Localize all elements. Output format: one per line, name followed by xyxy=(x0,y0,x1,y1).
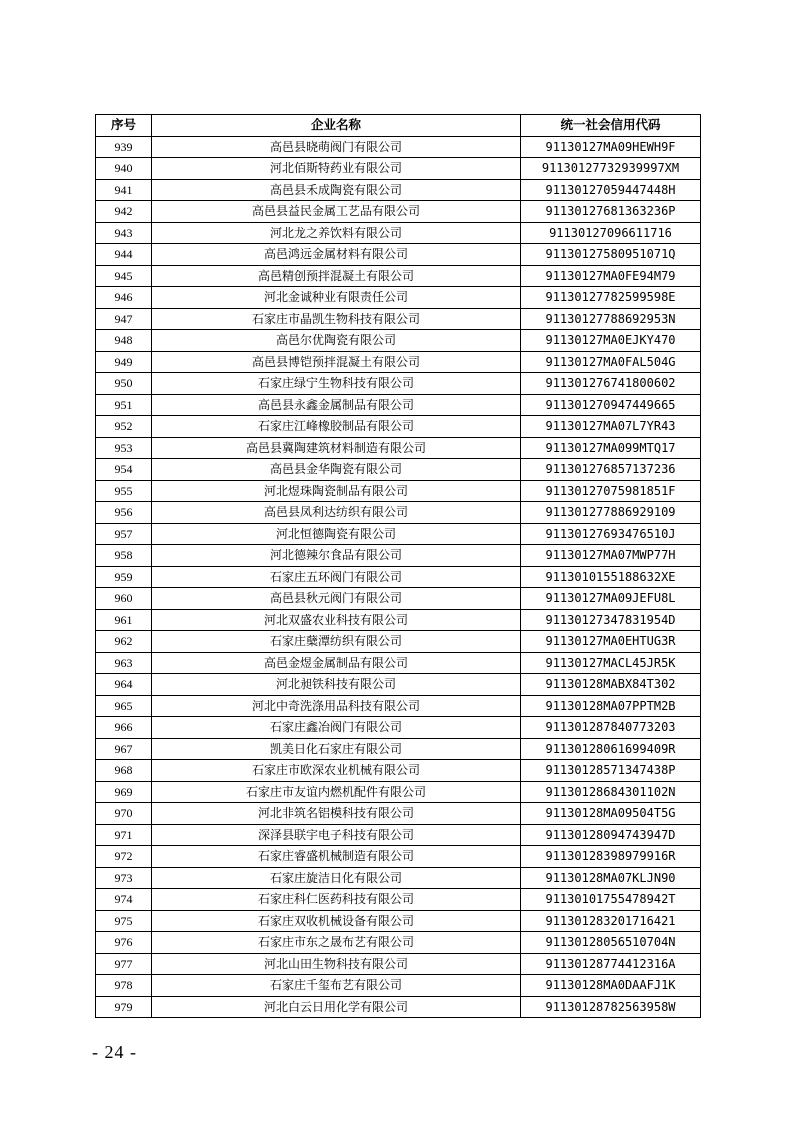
cell-enterprise-name: 河北恒德陶瓷有限公司 xyxy=(152,523,521,545)
cell-seq: 949 xyxy=(96,351,152,373)
cell-enterprise-name: 石家庄市欧深农业机械有限公司 xyxy=(152,760,521,782)
table-row xyxy=(96,781,701,803)
cell-seq: 979 xyxy=(96,996,152,1018)
cell-enterprise-name: 凯美日化石家庄有限公司 xyxy=(152,738,521,760)
cell-enterprise-name: 石家庄双收机械设备有限公司 xyxy=(152,910,521,932)
table-row xyxy=(96,351,701,373)
table-row xyxy=(96,265,701,287)
cell-credit-code: 91130127MA09JEFU8L xyxy=(521,588,701,610)
cell-enterprise-name: 高邑金煜金属制品有限公司 xyxy=(152,652,521,674)
cell-seq: 950 xyxy=(96,373,152,395)
table-row xyxy=(96,222,701,244)
table-row xyxy=(96,373,701,395)
table-row xyxy=(96,545,701,567)
cell-credit-code: 91130128MA07PPTM2B xyxy=(521,695,701,717)
cell-credit-code: 91130128MA0DAAFJ1K xyxy=(521,975,701,997)
cell-enterprise-name: 石家庄市友谊内燃机配件有限公司 xyxy=(152,781,521,803)
cell-enterprise-name: 河北煜珠陶瓷制品有限公司 xyxy=(152,480,521,502)
table-row xyxy=(96,136,701,158)
cell-seq: 970 xyxy=(96,803,152,825)
cell-seq: 939 xyxy=(96,136,152,158)
cell-enterprise-name: 高邑县凤利达纺织有限公司 xyxy=(152,502,521,524)
cell-credit-code: 91130127782599598E xyxy=(521,287,701,309)
cell-seq: 959 xyxy=(96,566,152,588)
cell-credit-code: 91130127MA0EJKY470 xyxy=(521,330,701,352)
cell-enterprise-name: 高邑县晓萌阀门有限公司 xyxy=(152,136,521,158)
header-seq: 序号 xyxy=(96,115,152,137)
cell-seq: 948 xyxy=(96,330,152,352)
enterprise-table xyxy=(95,114,701,1018)
table-row xyxy=(96,760,701,782)
cell-seq: 958 xyxy=(96,545,152,567)
cell-credit-code: 91130127MA07L7YR43 xyxy=(521,416,701,438)
table-row xyxy=(96,609,701,631)
table-row xyxy=(96,631,701,653)
header-credit-code: 统一社会信用代码 xyxy=(521,115,701,137)
cell-seq: 945 xyxy=(96,265,152,287)
cell-seq: 964 xyxy=(96,674,152,696)
cell-enterprise-name: 高邑县禾成陶瓷有限公司 xyxy=(152,179,521,201)
cell-enterprise-name: 石家庄科仁医药科技有限公司 xyxy=(152,889,521,911)
table-row xyxy=(96,330,701,352)
cell-credit-code: 91130127580951071Q xyxy=(521,244,701,266)
cell-enterprise-name: 高邑县益民金属工艺品有限公司 xyxy=(152,201,521,223)
cell-seq: 978 xyxy=(96,975,152,997)
cell-enterprise-name: 河北佰斯特药业有限公司 xyxy=(152,158,521,180)
cell-credit-code: 91130127MA0EHTUG3R xyxy=(521,631,701,653)
cell-seq: 975 xyxy=(96,910,152,932)
cell-seq: 973 xyxy=(96,867,152,889)
cell-seq: 976 xyxy=(96,932,152,954)
cell-enterprise-name: 石家庄市晶凯生物科技有限公司 xyxy=(152,308,521,330)
table-row xyxy=(96,480,701,502)
cell-credit-code: 91130128MABX84T302 xyxy=(521,674,701,696)
table-header-row xyxy=(96,115,701,137)
cell-enterprise-name: 河北德辣尔食品有限公司 xyxy=(152,545,521,567)
table-row xyxy=(96,695,701,717)
cell-seq: 977 xyxy=(96,953,152,975)
cell-enterprise-name: 高邑县博铠预拌混凝土有限公司 xyxy=(152,351,521,373)
cell-enterprise-name: 高邑尔优陶瓷有限公司 xyxy=(152,330,521,352)
cell-credit-code: 91130127788692953N xyxy=(521,308,701,330)
cell-credit-code: 91130127075981851F xyxy=(521,480,701,502)
table-row xyxy=(96,674,701,696)
cell-enterprise-name: 石家庄睿盛机械制造有限公司 xyxy=(152,846,521,868)
cell-seq: 951 xyxy=(96,394,152,416)
table-row xyxy=(96,179,701,201)
table-body xyxy=(96,136,701,1018)
cell-seq: 963 xyxy=(96,652,152,674)
cell-credit-code: 91130128684301102N xyxy=(521,781,701,803)
cell-credit-code: 91130127059447448H xyxy=(521,179,701,201)
cell-credit-code: 91130127681363236P xyxy=(521,201,701,223)
table-row xyxy=(96,953,701,975)
cell-credit-code: 91130127347831954D xyxy=(521,609,701,631)
cell-enterprise-name: 高邑县秋元阀门有限公司 xyxy=(152,588,521,610)
table-row xyxy=(96,932,701,954)
cell-enterprise-name: 石家庄旋洁日化有限公司 xyxy=(152,867,521,889)
table-row xyxy=(96,201,701,223)
cell-enterprise-name: 河北昶铁科技有限公司 xyxy=(152,674,521,696)
table-row xyxy=(96,394,701,416)
cell-enterprise-name: 河北白云日用化学有限公司 xyxy=(152,996,521,1018)
cell-enterprise-name: 河北双盛农业科技有限公司 xyxy=(152,609,521,631)
cell-seq: 960 xyxy=(96,588,152,610)
cell-enterprise-name: 石家庄千玺布艺有限公司 xyxy=(152,975,521,997)
cell-credit-code: 911301277886929109 xyxy=(521,502,701,524)
cell-credit-code: 91130128571347438P xyxy=(521,760,701,782)
cell-credit-code: 911301276857137236 xyxy=(521,459,701,481)
cell-enterprise-name: 河北龙之养饮料有限公司 xyxy=(152,222,521,244)
cell-seq: 961 xyxy=(96,609,152,631)
cell-seq: 974 xyxy=(96,889,152,911)
cell-enterprise-name: 石家庄市东之晟布艺有限公司 xyxy=(152,932,521,954)
cell-credit-code: 91130127MACL45JR5K xyxy=(521,652,701,674)
table-row xyxy=(96,566,701,588)
cell-seq: 955 xyxy=(96,480,152,502)
table-row xyxy=(96,244,701,266)
table-row xyxy=(96,910,701,932)
cell-credit-code: 91130128MA09504T5G xyxy=(521,803,701,825)
cell-credit-code: 91130127MA09HEWH9F xyxy=(521,136,701,158)
cell-seq: 956 xyxy=(96,502,152,524)
cell-enterprise-name: 河北山田生物科技有限公司 xyxy=(152,953,521,975)
cell-enterprise-name: 高邑鸿远金属材料有限公司 xyxy=(152,244,521,266)
table-row xyxy=(96,588,701,610)
cell-credit-code: 91130128056510704N xyxy=(521,932,701,954)
cell-seq: 942 xyxy=(96,201,152,223)
cell-credit-code: 91130127096611716 xyxy=(521,222,701,244)
cell-credit-code: 91130127MA0FE94M79 xyxy=(521,265,701,287)
table-row xyxy=(96,803,701,825)
cell-seq: 972 xyxy=(96,846,152,868)
cell-credit-code: 911301276741800602 xyxy=(521,373,701,395)
cell-credit-code: 91130101755478942T xyxy=(521,889,701,911)
cell-enterprise-name: 高邑精创预拌混凝土有限公司 xyxy=(152,265,521,287)
cell-credit-code: 9113010155188632XE xyxy=(521,566,701,588)
cell-credit-code: 91130127693476510J xyxy=(521,523,701,545)
table-row xyxy=(96,975,701,997)
cell-credit-code: 91130127MA099MTQ17 xyxy=(521,437,701,459)
table-row xyxy=(96,287,701,309)
cell-enterprise-name: 石家庄鑫冶阀门有限公司 xyxy=(152,717,521,739)
cell-enterprise-name: 河北金诚种业有限责任公司 xyxy=(152,287,521,309)
cell-credit-code: 91130127732939997XM xyxy=(521,158,701,180)
table-row xyxy=(96,502,701,524)
cell-enterprise-name: 石家庄蘖潭纺织有限公司 xyxy=(152,631,521,653)
cell-credit-code: 911301270947449665 xyxy=(521,394,701,416)
cell-credit-code: 91130128398979916R xyxy=(521,846,701,868)
table-row xyxy=(96,416,701,438)
table-row xyxy=(96,652,701,674)
cell-seq: 952 xyxy=(96,416,152,438)
table-row xyxy=(96,437,701,459)
cell-credit-code: 91130128061699409R xyxy=(521,738,701,760)
table-row xyxy=(96,717,701,739)
table-row xyxy=(96,889,701,911)
cell-credit-code: 91130128782563958W xyxy=(521,996,701,1018)
table-row xyxy=(96,846,701,868)
table-row xyxy=(96,738,701,760)
cell-enterprise-name: 深泽县联宇电子科技有限公司 xyxy=(152,824,521,846)
cell-enterprise-name: 石家庄五环阀门有限公司 xyxy=(152,566,521,588)
table-row xyxy=(96,308,701,330)
table-row xyxy=(96,824,701,846)
cell-credit-code: 91130127MA07MWP77H xyxy=(521,545,701,567)
cell-seq: 953 xyxy=(96,437,152,459)
header-name: 企业名称 xyxy=(152,115,521,137)
cell-seq: 962 xyxy=(96,631,152,653)
cell-enterprise-name: 石家庄绿宁生物科技有限公司 xyxy=(152,373,521,395)
cell-seq: 969 xyxy=(96,781,152,803)
cell-enterprise-name: 河北中奇洗涤用品科技有限公司 xyxy=(152,695,521,717)
cell-enterprise-name: 高邑县冀陶建筑材料制造有限公司 xyxy=(152,437,521,459)
cell-enterprise-name: 河北非筑名铝模科技有限公司 xyxy=(152,803,521,825)
cell-seq: 971 xyxy=(96,824,152,846)
cell-seq: 954 xyxy=(96,459,152,481)
cell-seq: 968 xyxy=(96,760,152,782)
table-row xyxy=(96,158,701,180)
cell-enterprise-name: 高邑县金华陶瓷有限公司 xyxy=(152,459,521,481)
cell-credit-code: 91130128094743947D xyxy=(521,824,701,846)
cell-enterprise-name: 石家庄江峰橡胶制品有限公司 xyxy=(152,416,521,438)
cell-credit-code: 91130128774412316A xyxy=(521,953,701,975)
cell-credit-code: 911301283201716421 xyxy=(521,910,701,932)
cell-seq: 944 xyxy=(96,244,152,266)
cell-enterprise-name: 高邑县永鑫金属制品有限公司 xyxy=(152,394,521,416)
cell-seq: 943 xyxy=(96,222,152,244)
cell-credit-code: 911301287840773203 xyxy=(521,717,701,739)
cell-seq: 941 xyxy=(96,179,152,201)
page-number: - 24 - xyxy=(92,1042,137,1062)
cell-seq: 967 xyxy=(96,738,152,760)
cell-seq: 957 xyxy=(96,523,152,545)
table-row xyxy=(96,996,701,1018)
cell-seq: 940 xyxy=(96,158,152,180)
cell-seq: 966 xyxy=(96,717,152,739)
cell-seq: 946 xyxy=(96,287,152,309)
cell-seq: 947 xyxy=(96,308,152,330)
cell-seq: 965 xyxy=(96,695,152,717)
table-row xyxy=(96,523,701,545)
cell-credit-code: 91130128MA07KLJN90 xyxy=(521,867,701,889)
table-row xyxy=(96,459,701,481)
table-row xyxy=(96,867,701,889)
cell-credit-code: 91130127MA0FAL504G xyxy=(521,351,701,373)
